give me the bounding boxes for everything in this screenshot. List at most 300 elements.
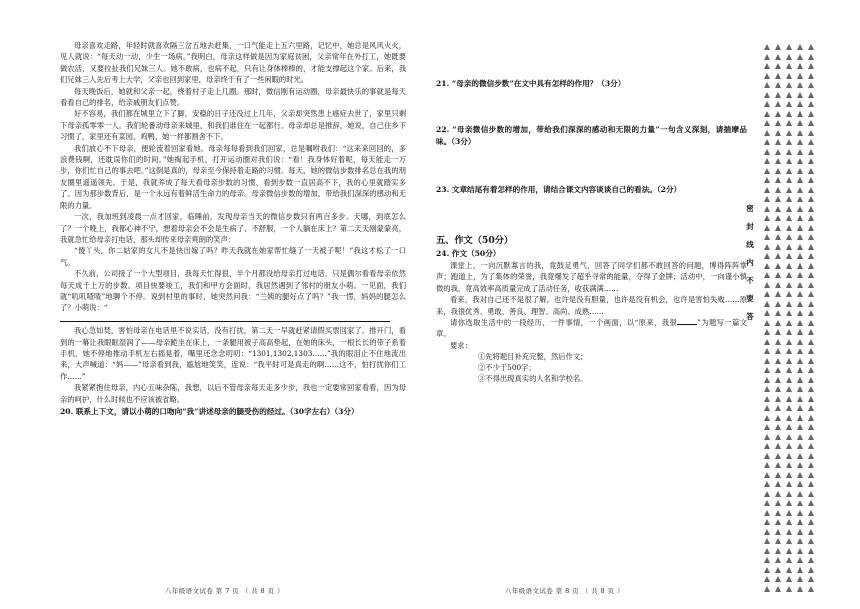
triangle-icon: [775, 462, 781, 468]
triangle-icon: [786, 396, 792, 402]
triangle-icon: [764, 149, 770, 155]
triangle-icon: [764, 73, 770, 79]
seal-notice-char: 密: [746, 204, 754, 213]
article-paragraph: 不久前，公司接了一个大型项目，我每天忙得很，半个月都没给母亲打过电话，只是偶尔看看母亲依然每天成千上万的步数。项目快要竣工，我们和甲方会面时，我居然遇到了邻村的朋友小萌。一见面，我们就“叽叽喳喳”地聊个不停。说到村里的事时，她突然问我：“兰姨的腿好点了吗？”我一愣，妈妈的腿怎么了？小萌说：“: [60, 269, 406, 313]
triangle-icon: [808, 386, 814, 392]
triangle-icon: [775, 576, 781, 582]
triangle-icon: [786, 462, 792, 468]
essay-paragraph: 课堂上，一向沉默寡言的我，竟鼓足勇气，回答了同学们都不敢回答的问题，博得阵阵掌声；跑道上，为了集体的荣誉，我竟爆发了超乎寻常的能量，夺得了金牌；活动中，一向谨小慎微的我，竟高效率高质量完成了活动任务，收获满满……: [436, 261, 747, 293]
triangle-icon: [775, 481, 781, 487]
triangle-icon: [808, 63, 814, 69]
triangle-icon: [775, 510, 781, 516]
triangle-icon: [786, 139, 792, 145]
triangle-icon: [808, 149, 814, 155]
triangle-column: [785, 44, 793, 595]
triangle-icon: [764, 130, 770, 136]
triangle-icon: [764, 453, 770, 459]
footer-page-7: 八年级语文试卷 第 7 页 （ 共 8 页 ）: [165, 587, 284, 595]
triangle-icon: [764, 434, 770, 440]
triangle-icon: [808, 443, 814, 449]
triangle-icon: [797, 168, 803, 174]
triangle-icon: [808, 282, 814, 288]
triangle-icon: [764, 510, 770, 516]
triangle-icon: [775, 301, 781, 307]
triangle-icon: [786, 187, 792, 193]
requirement-item: ②不少于500字；: [478, 362, 536, 372]
triangle-icon: [775, 386, 781, 392]
triangle-icon: [764, 263, 770, 269]
triangle-icon: [808, 234, 814, 240]
triangle-icon: [764, 348, 770, 354]
triangle-icon: [808, 291, 814, 297]
triangle-icon: [808, 557, 814, 563]
triangle-icon: [764, 139, 770, 145]
triangle-icon: [764, 215, 770, 221]
triangle-icon: [786, 149, 792, 155]
triangle-icon: [775, 234, 781, 240]
requirement-item: ①先将题目补充完整，然后作文；: [478, 351, 588, 361]
triangle-icon: [764, 557, 770, 563]
triangle-icon: [764, 529, 770, 535]
triangle-icon: [786, 206, 792, 212]
triangle-icon: [764, 386, 770, 392]
section-5-title: 五、作文（50分）: [436, 235, 514, 246]
triangle-icon: [808, 453, 814, 459]
triangle-icon: [764, 206, 770, 212]
triangle-icon: [797, 586, 803, 592]
triangle-icon: [808, 500, 814, 506]
triangle-icon: [808, 491, 814, 497]
triangle-icon: [808, 415, 814, 421]
triangle-icon: [808, 424, 814, 430]
triangle-icon: [786, 567, 792, 573]
triangle-icon: [797, 120, 803, 126]
triangle-icon: [797, 548, 803, 554]
triangle-icon: [808, 54, 814, 60]
triangle-icon: [797, 415, 803, 421]
triangle-icon: [808, 519, 814, 525]
triangle-icon: [764, 415, 770, 421]
article-paragraph: 好不容易，我们都在城里立下了脚，安稳的日子还没过上几年，父亲却突然患上癌症去世了，家里只剩下母亲孤零零一人。我们轮番动母亲来城里，和我们谁住在一起都行。母亲却总是推辞，她说，自己住乡下习惯了，家里还有菜园、鸡鸭，她一样都割舍不下。: [60, 109, 406, 142]
triangle-icon: [775, 282, 781, 288]
triangle-icon: [764, 82, 770, 88]
triangle-icon: [764, 177, 770, 183]
triangle-icon: [797, 424, 803, 430]
triangle-icon: [797, 206, 803, 212]
triangle-icon: [786, 54, 792, 60]
triangle-icon: [764, 120, 770, 126]
triangle-icon: [786, 538, 792, 544]
triangle-icon: [786, 405, 792, 411]
triangle-icon: [808, 320, 814, 326]
triangle-icon: [808, 263, 814, 269]
triangle-icon: [786, 386, 792, 392]
triangle-icon: [797, 225, 803, 231]
triangle-icon: [764, 92, 770, 98]
triangle-icon: [786, 367, 792, 373]
triangle-icon: [764, 272, 770, 278]
triangle-icon: [764, 519, 770, 525]
triangle-icon: [808, 462, 814, 468]
triangle-icon: [797, 405, 803, 411]
triangle-icon: [797, 567, 803, 573]
triangle-icon: [808, 576, 814, 582]
triangle-icon: [764, 538, 770, 544]
triangle-icon: [786, 234, 792, 240]
triangle-icon: [775, 149, 781, 155]
triangle-icon: [775, 101, 781, 107]
article-paragraph: 我心急如焚，害怕母亲在电话里不说实话，没有打扰，第二天一早就赶紧请假买票回家了。推开门，看到的一幕让我眼眶湿润了——母亲跪坐在床上，一条腿用被子高高垫起，在她的床头，一根长长的带子系着手机，她不停地推动手机左右摇晃着，嘴里还念念叨叨：“1301,1302,1303……”我的眼泪止不住地流出来，大声喊道：“妈——”母亲看到我，尴尬地笑笑，连说：“我平时可是真走的啊……这不，怕打扰你们工作……”: [60, 326, 406, 381]
triangle-icon: [808, 73, 814, 79]
article-paragraph: 母亲喜欢走路，年轻时就喜欢隔三岔五地去赶集，一口气能走上五六里路，记忆中，她总是风风火火，见人就说：“每天动一动，少生一场病。”我明白，母亲这样做是因为家庭贫困，父亲常年在外打工，她既要做农活，又要拉扯我们兄妹三人。她不敢病，也病不起，只有让身体棒棒的，才能支撑起这个家。后来，我们兄妹三人先后考上大学，父亲也回到家里，母亲终于有了一些闲暇的时光。: [60, 41, 406, 85]
triangle-icon: [786, 358, 792, 364]
triangle-icon: [786, 101, 792, 107]
seal-notice-char: 线: [746, 240, 754, 249]
triangle-icon: [764, 576, 770, 582]
triangle-icon: [808, 348, 814, 354]
triangle-icon: [797, 44, 803, 50]
triangle-icon: [808, 101, 814, 107]
triangle-column: [796, 44, 804, 595]
triangle-icon: [775, 538, 781, 544]
triangle-icon: [764, 158, 770, 164]
question-20: 20. 联系上下文，请以小萌的口吻向“我”讲述母亲的腿受伤的经过。（30字左右）（3分）: [60, 407, 359, 416]
triangle-icon: [786, 348, 792, 354]
triangle-icon: [797, 377, 803, 383]
triangle-icon: [786, 92, 792, 98]
triangle-column: [763, 44, 771, 595]
triangle-icon: [808, 120, 814, 126]
triangle-icon: [775, 396, 781, 402]
triangle-icon: [775, 168, 781, 174]
triangle-column: [807, 44, 815, 595]
triangle-icon: [764, 301, 770, 307]
triangle-icon: [808, 529, 814, 535]
triangle-icon: [808, 396, 814, 402]
triangle-icon: [797, 329, 803, 335]
triangle-icon: [786, 130, 792, 136]
triangle-icon: [764, 244, 770, 250]
triangle-icon: [797, 215, 803, 221]
triangle-icon: [797, 177, 803, 183]
triangle-icon: [808, 187, 814, 193]
triangle-icon: [786, 472, 792, 478]
triangle-icon: [764, 225, 770, 231]
triangle-icon: [808, 139, 814, 145]
triangle-icon: [808, 301, 814, 307]
triangle-icon: [808, 215, 814, 221]
triangle-icon: [775, 358, 781, 364]
triangle-icon: [797, 301, 803, 307]
triangle-icon: [775, 424, 781, 430]
triangle-icon: [775, 225, 781, 231]
triangle-icon: [775, 111, 781, 117]
triangle-icon: [786, 434, 792, 440]
triangle-column: [774, 44, 782, 595]
triangle-icon: [764, 168, 770, 174]
triangle-icon: [797, 320, 803, 326]
triangle-icon: [775, 500, 781, 506]
triangle-icon: [775, 339, 781, 345]
triangle-icon: [808, 367, 814, 373]
triangle-icon: [786, 158, 792, 164]
article-body: [60, 40, 406, 405]
triangle-icon: [808, 253, 814, 259]
triangle-icon: [797, 348, 803, 354]
triangle-icon: [775, 187, 781, 193]
triangle-icon: [786, 339, 792, 345]
triangle-icon: [775, 443, 781, 449]
triangle-icon: [786, 282, 792, 288]
triangle-icon: [797, 54, 803, 60]
triangle-icon: [808, 538, 814, 544]
triangle-icon: [786, 529, 792, 535]
triangle-icon: [764, 405, 770, 411]
triangle-icon: [786, 291, 792, 297]
seal-notice-char: 不: [746, 276, 754, 285]
triangle-icon: [797, 396, 803, 402]
triangle-icon: [786, 415, 792, 421]
triangle-icon: [786, 82, 792, 88]
triangle-icon: [797, 282, 803, 288]
triangle-icon: [786, 500, 792, 506]
triangle-icon: [764, 187, 770, 193]
triangle-icon: [808, 472, 814, 478]
triangle-icon: [797, 234, 803, 240]
triangle-icon: [797, 111, 803, 117]
triangle-icon: [775, 557, 781, 563]
triangle-icon: [775, 519, 781, 525]
triangle-icon: [775, 367, 781, 373]
triangle-icon: [797, 339, 803, 345]
triangle-icon: [808, 377, 814, 383]
triangle-icon: [808, 111, 814, 117]
triangle-icon: [786, 329, 792, 335]
triangle-icon: [764, 320, 770, 326]
triangle-icon: [808, 168, 814, 174]
triangle-icon: [797, 557, 803, 563]
triangle-icon: [786, 215, 792, 221]
triangle-icon: [775, 73, 781, 79]
triangle-icon: [797, 196, 803, 202]
triangle-icon: [775, 82, 781, 88]
triangle-icon: [764, 367, 770, 373]
triangle-icon: [775, 130, 781, 136]
triangle-icon: [775, 377, 781, 383]
triangle-icon: [797, 481, 803, 487]
triangle-icon: [786, 377, 792, 383]
triangle-icon: [764, 472, 770, 478]
triangle-icon: [797, 576, 803, 582]
triangle-icon: [786, 44, 792, 50]
triangle-icon: [797, 529, 803, 535]
triangle-icon: [808, 206, 814, 212]
question-22: 22. “母亲微信步数的增加，带给我们深深的感动和无限的力量”一句含义深刻，请揣摩品味。（3分）: [436, 125, 747, 146]
triangle-icon: [775, 63, 781, 69]
triangle-icon: [786, 225, 792, 231]
seal-notice-char: 答: [746, 312, 754, 321]
triangle-icon: [797, 158, 803, 164]
triangle-icon: [775, 348, 781, 354]
triangle-icon: [764, 291, 770, 297]
essay-paragraph: 看来，我对自己还不是很了解，也许是没有胆量，也许是没有机会，也许是害怕失败……原来，我很优秀、勇敢、善良、理智、高尚、成熟……: [436, 295, 747, 316]
triangle-icon: [797, 253, 803, 259]
triangle-icon: [786, 510, 792, 516]
triangle-icon: [797, 187, 803, 193]
triangle-icon: [775, 92, 781, 98]
triangle-icon: [764, 253, 770, 259]
triangle-icon: [775, 139, 781, 145]
triangle-icon: [775, 320, 781, 326]
triangle-icon: [764, 111, 770, 117]
triangle-icon: [775, 415, 781, 421]
triangle-icon: [775, 567, 781, 573]
triangle-icon: [797, 358, 803, 364]
triangle-icon: [797, 263, 803, 269]
triangle-icon: [786, 111, 792, 117]
article-paragraph: “傻丫头，你二姑家的女儿不是快出嫁了吗？昨天我就在她家帮忙缝了一天被子呢！”我这才松了一口气。: [60, 246, 406, 267]
triangle-icon: [786, 424, 792, 430]
triangle-icon: [775, 434, 781, 440]
triangle-icon: [808, 225, 814, 231]
triangle-icon: [808, 567, 814, 573]
triangle-icon: [786, 263, 792, 269]
triangle-icon: [775, 548, 781, 554]
triangle-icon: [808, 82, 814, 88]
article-paragraph: 每天晚饭后，她就和父亲一起，绕着村子走上几圈。那时，微信刚有运动圈，母亲最快乐的事就是每天看看自己的排名，给亲戚朋友们点赞。: [60, 86, 406, 108]
triangle-icon: [764, 491, 770, 497]
triangle-icon: [775, 177, 781, 183]
triangle-icon: [764, 358, 770, 364]
triangle-icon: [808, 130, 814, 136]
triangle-icon: [786, 453, 792, 459]
triangle-icon: [808, 548, 814, 554]
triangle-icon: [775, 196, 781, 202]
question-24-title: 24. 作文（50分）: [436, 249, 501, 258]
triangle-icon: [797, 92, 803, 98]
triangle-icon: [775, 586, 781, 592]
footer-page-8: 八年级语文试卷 第 8 页 （ 共 8 页 ）: [505, 587, 624, 595]
triangle-icon: [775, 405, 781, 411]
triangle-icon: [786, 310, 792, 316]
triangle-icon: [797, 367, 803, 373]
triangle-icon: [786, 519, 792, 525]
triangle-icon: [786, 320, 792, 326]
triangle-icon: [764, 310, 770, 316]
triangle-icon: [797, 434, 803, 440]
triangle-icon: [797, 272, 803, 278]
triangle-icon: [775, 291, 781, 297]
triangle-icon: [764, 54, 770, 60]
triangle-icon: [764, 500, 770, 506]
triangle-icon: [808, 358, 814, 364]
triangle-icon: [764, 63, 770, 69]
triangle-icon: [775, 206, 781, 212]
essay-prompt: [436, 260, 747, 317]
triangle-icon: [764, 481, 770, 487]
binding-strip-triangles: [763, 44, 823, 564]
essay-instruction-b: ”为题写一篇文章。: [436, 318, 747, 339]
triangle-icon: [808, 196, 814, 202]
triangle-icon: [775, 453, 781, 459]
triangle-icon: [786, 177, 792, 183]
triangle-icon: [797, 291, 803, 297]
essay-instruction: [436, 317, 747, 340]
seal-notice-char: 封: [746, 222, 754, 231]
triangle-icon: [775, 263, 781, 269]
triangle-icon: [775, 54, 781, 60]
triangle-icon: [797, 510, 803, 516]
triangle-icon: [764, 339, 770, 345]
seal-line-notice: [744, 200, 756, 326]
triangle-icon: [808, 481, 814, 487]
triangle-icon: [764, 234, 770, 240]
article-paragraph: 我紧紧抱住母亲，内心五味杂陈，我想，以后不管母亲每天走多少步，我也一定要常回家看看，因为母亲的呵护，什么时候也不应该被省略。: [60, 383, 406, 404]
triangle-icon: [764, 101, 770, 107]
triangle-icon: [775, 272, 781, 278]
triangle-icon: [764, 443, 770, 449]
question-21: 21. “母亲的微信步数”在文中具有怎样的作用？（3分）: [436, 79, 626, 88]
triangle-icon: [808, 310, 814, 316]
triangle-icon: [797, 462, 803, 468]
triangle-icon: [786, 491, 792, 497]
right-page: [430, 0, 755, 609]
triangle-icon: [797, 139, 803, 145]
triangle-icon: [764, 548, 770, 554]
triangle-icon: [775, 310, 781, 316]
triangle-icon: [775, 215, 781, 221]
triangle-icon: [808, 244, 814, 250]
triangle-icon: [775, 329, 781, 335]
triangle-icon: [786, 443, 792, 449]
triangle-icon: [786, 253, 792, 259]
triangle-icon: [764, 329, 770, 335]
article-paragraph: 我们放心不下母亲，便轮流着回家看她。母亲每每看到我们回家，总是嘱咐我们：“这来来回回的，多浪费钱啊，还耽误你们的时间。”她掏起手机，打开运动圈对我们说：“看！我身体好着呢，每天能走一万步，你们忙自己的事去吧。”这倒是真的，母亲至今保持着走路的习惯。每天，她的微信步数排名总在我的朋友圈里遥遥领先。于是，我就养成了每天看母亲步数的习惯，看到步数一直居高不下，我的心里就踏实多了。因为那步数背后，是一个永远有着鲜活生命力的母亲。母亲微信步数的增加，带给我们深深的感动和无限的力量。: [60, 143, 406, 210]
triangle-icon: [808, 339, 814, 345]
triangle-icon: [775, 472, 781, 478]
triangle-icon: [764, 586, 770, 592]
requirement-item: ③不得出现真实的人名和学校名。: [478, 373, 588, 383]
triangle-icon: [808, 329, 814, 335]
triangle-icon: [797, 63, 803, 69]
triangle-icon: [797, 491, 803, 497]
triangle-icon: [808, 158, 814, 164]
triangle-icon: [764, 44, 770, 50]
triangle-icon: [775, 253, 781, 259]
triangle-icon: [808, 510, 814, 516]
triangle-icon: [797, 453, 803, 459]
triangle-icon: [797, 149, 803, 155]
triangle-icon: [786, 301, 792, 307]
triangle-icon: [764, 567, 770, 573]
seal-notice-char: 内: [746, 258, 754, 267]
triangle-icon: [797, 73, 803, 79]
triangle-icon: [797, 130, 803, 136]
question-23: 23. 文章结尾有着怎样的作用，请结合课文内容谈谈自己的看法。（2分）: [436, 185, 682, 194]
article-paragraph: 一次，我加班到凌晨一点才回家，临睡前，发现母亲当天的微信步数只有两百多步。天哪，到底怎么了？一个晚上，我都心神不宁，想着母亲会不会是生病了、不舒服，一个人躺在床上？第二天天刚蒙蒙亮，我就急忙给母亲打电话，那头却传来母亲爽朗的笑声：: [60, 212, 406, 244]
triangle-icon: [786, 481, 792, 487]
triangle-icon: [775, 158, 781, 164]
triangle-icon: [764, 196, 770, 202]
triangle-icon: [775, 120, 781, 126]
triangle-icon: [797, 538, 803, 544]
triangle-icon: [797, 244, 803, 250]
triangle-icon: [775, 244, 781, 250]
triangle-icon: [786, 120, 792, 126]
triangle-icon: [764, 396, 770, 402]
answer-blank-line: [60, 314, 406, 325]
triangle-icon: [808, 405, 814, 411]
